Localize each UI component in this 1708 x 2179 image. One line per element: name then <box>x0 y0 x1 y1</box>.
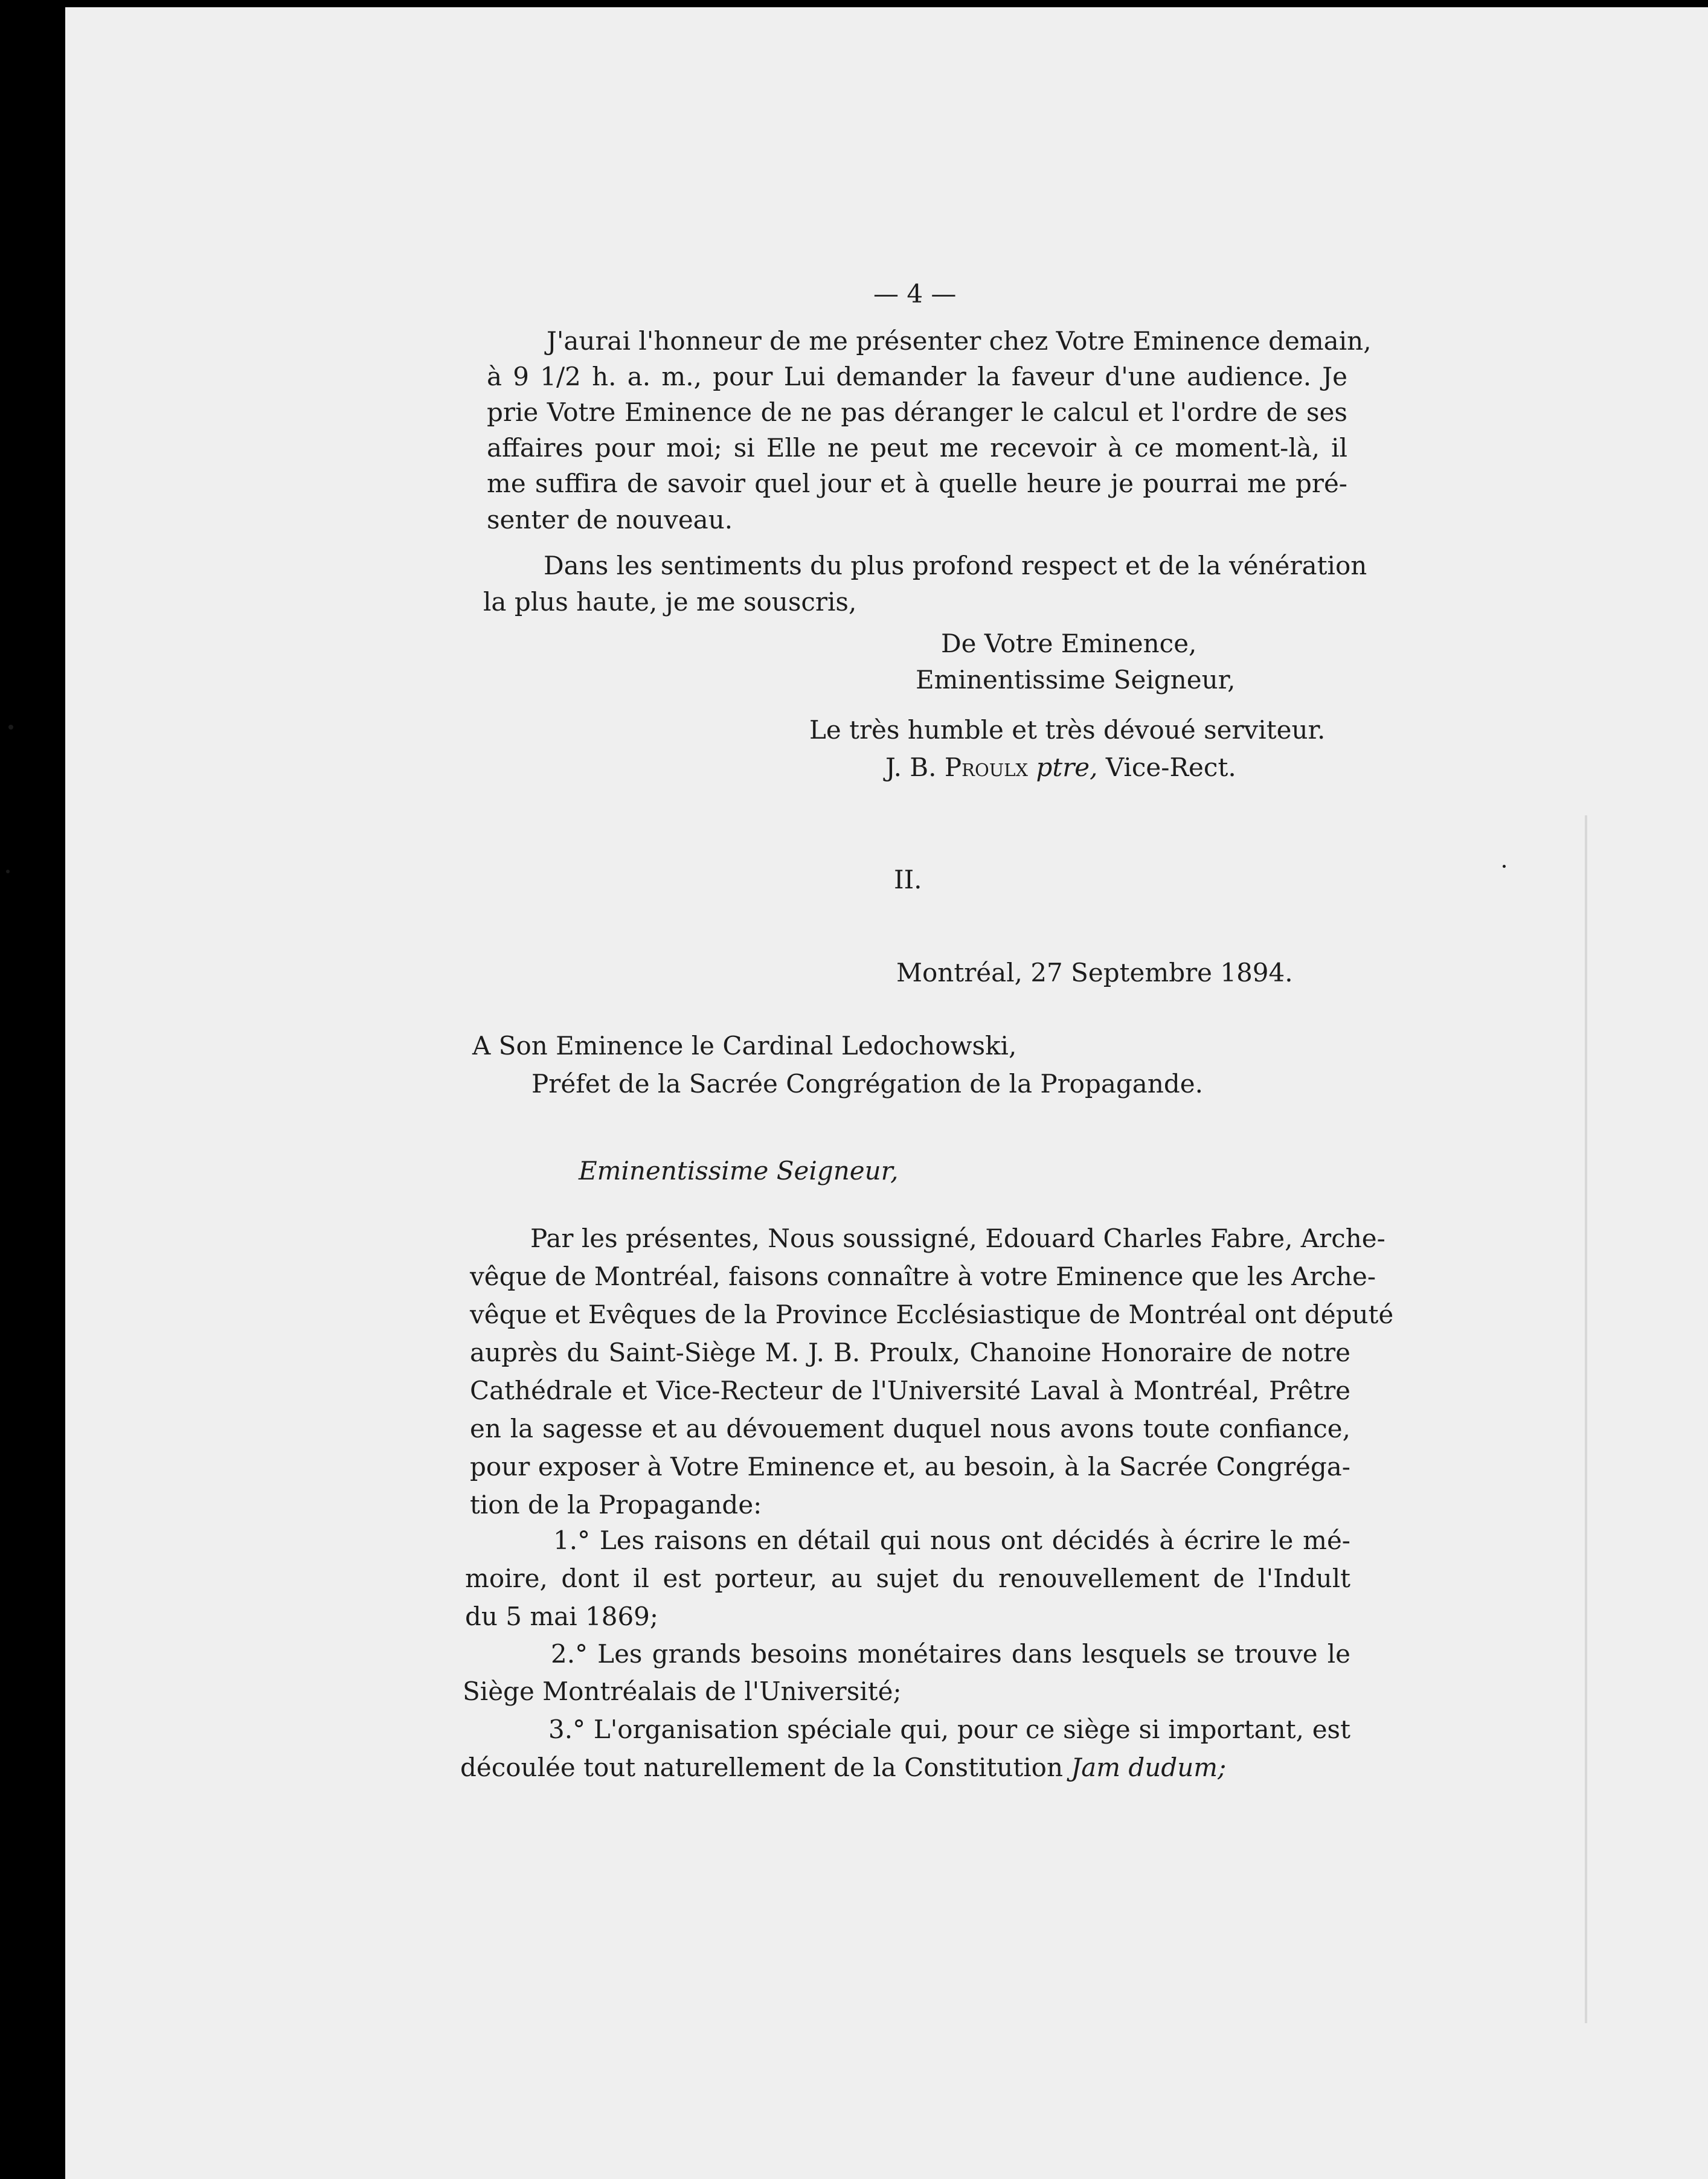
closing-line: De Votre Eminence, <box>941 629 1197 658</box>
text-line: J'aurai l'honneur de me présenter chez Votre Eminence demain, <box>547 326 1372 356</box>
text-line: prie Votre Eminence de ne pas déranger le calcul et l'ordre de ses <box>487 397 1347 427</box>
text-line: la plus haute, je me souscris, <box>483 587 857 617</box>
text-line: Siège Montréalais de l'Université; <box>463 1677 902 1706</box>
scan-speck <box>6 870 10 873</box>
signature-title: ptre, <box>1036 753 1098 782</box>
address-line: Préfet de la Sacrée Congrégation de la Propagande. <box>531 1069 1203 1099</box>
text-line: en la sagesse et au dévouement duquel nous avons toute confiance, <box>470 1414 1350 1443</box>
page-edge-shadow <box>1585 815 1587 2023</box>
section-number: II. <box>894 865 922 894</box>
salutation: Eminentissime Seigneur, <box>579 1156 899 1186</box>
text-segment-italic: Jam dudum; <box>1071 1753 1227 1782</box>
text-line: vêque de Montréal, faisons connaître à votre Eminence que les Arche- <box>470 1262 1376 1291</box>
text-line: tion de la Propagande: <box>470 1490 762 1520</box>
text-line: pour exposer à Votre Eminence et, au besoin, à la Sacrée Congréga- <box>470 1452 1350 1481</box>
page-number: — 4 — <box>873 279 957 309</box>
text-line: 1.° Les raisons en détail qui nous ont décidés à écrire le mé- <box>553 1526 1350 1555</box>
dateline: Montréal, 27 Septembre 1894. <box>896 958 1293 987</box>
closing-line: Le très humble et très dévoué serviteur. <box>809 715 1326 745</box>
text-line <box>460 1755 1226 1780</box>
text-line: Par les présentes, Nous soussigné, Edouard Charles Fabre, Arche- <box>530 1224 1385 1253</box>
text-line: du 5 mai 1869; <box>465 1602 659 1631</box>
scan-speck <box>1503 865 1506 868</box>
signature <box>885 755 1236 780</box>
text-segment: découlée tout naturellement de la Constitution <box>460 1753 1063 1782</box>
text-line: moire, dont il est porteur, au sujet du renouvellement de l'Indult <box>465 1564 1350 1593</box>
text-line: senter de nouveau. <box>487 505 733 534</box>
signature-name: Proulx <box>944 753 1029 782</box>
signature-role: Vice-Rect. <box>1105 753 1236 782</box>
scan-speck <box>8 725 13 730</box>
text-line: Dans les sentiments du plus profond respect et de la vénération <box>544 551 1367 580</box>
text-line: me suffira de savoir quel jour et à quelle heure je pourrai me pré- <box>487 469 1347 498</box>
text-line: à 9 1/2 h. a. m., pour Lui demander la faveur d'une audience. Je <box>487 362 1347 391</box>
text-line: 2.° Les grands besoins monétaires dans lesquels se trouve le <box>551 1639 1350 1669</box>
address-line: A Son Eminence le Cardinal Ledochowski, <box>472 1031 1017 1061</box>
text-line: Cathédrale et Vice-Recteur de l'Université Laval à Montréal, Prêtre <box>470 1376 1350 1405</box>
text-line: vêque et Evêques de la Province Ecclésiastique de Montréal ont député <box>470 1300 1394 1329</box>
signature-initials: J. B. <box>885 753 937 782</box>
text-line: 3.° L'organisation spéciale qui, pour ce siège si important, est <box>548 1715 1350 1744</box>
text-line: affaires pour moi; si Elle ne peut me recevoir à ce moment-là, il <box>487 433 1347 463</box>
text-line: auprès du Saint-Siège M. J. B. Proulx, Chanoine Honoraire de notre <box>470 1338 1350 1367</box>
closing-line: Eminentissime Seigneur, <box>916 665 1236 695</box>
